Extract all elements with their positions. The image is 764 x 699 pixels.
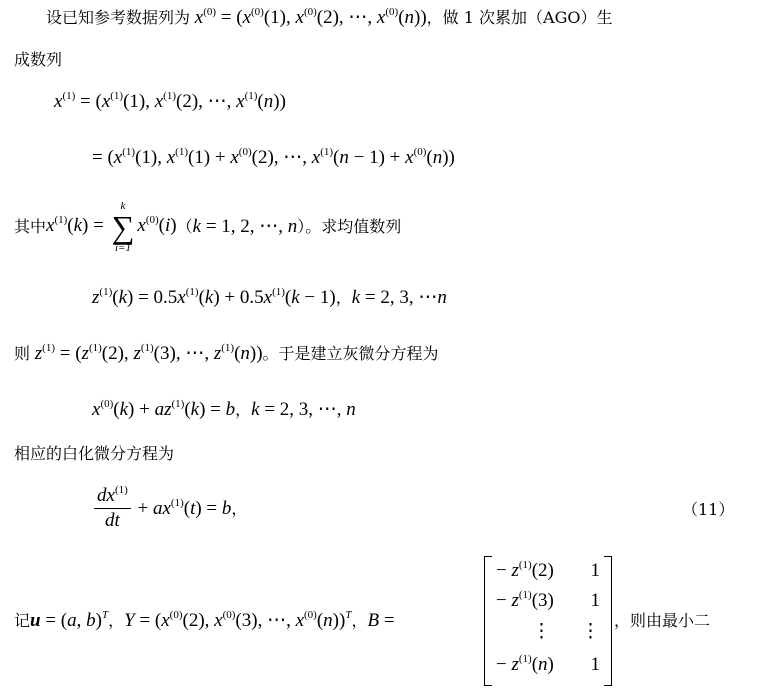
formula-x1-def: $x^{(1)} = (x^{(1)}(1)$, $x^{(1)}(2)$, ⋯, $x^{(1)}(n)$)	[54, 90, 286, 112]
formula-B: B =	[367, 610, 395, 631]
sigma-symbol: k ∑ i=1	[111, 200, 135, 254]
comma: ，	[335, 288, 352, 307]
sep-1: ，	[108, 611, 125, 630]
formula-z-seq: $z^{(1)} = (z^{(1)}(2)$, $z^{(1)}(3)$, ⋯, $z^{(1)}(n)$)	[34, 342, 263, 364]
k-range-close: ）。求均值数列	[297, 217, 402, 236]
ji-text: 记	[14, 611, 31, 630]
formula-k-range: k = 1, 2, ⋯, n	[192, 216, 298, 237]
left-bracket	[484, 556, 492, 686]
equation-number: （11）	[682, 500, 735, 519]
formula-sum: $x^{(1)}(k)$ = k ∑ i=1 $x^{(0)}(i)$	[46, 200, 177, 254]
sep-2: ，	[351, 611, 368, 630]
matrix-B	[484, 556, 612, 686]
para-line-matrix	[14, 611, 395, 631]
grey-eq-intro: 。于是建立灰微分方程为	[262, 344, 439, 363]
para-line-white	[14, 444, 174, 464]
formula-white-eq: $\frac{dx^{(1)}}{dt}$ + $ax^{(1)}(t) = b$，	[92, 486, 247, 542]
matrix-row: − $z^{(1)}(n)$ 1	[496, 653, 600, 675]
para-line-sum	[14, 200, 401, 260]
para-line-z-seq	[14, 344, 439, 364]
ago-continue-text: 成数列	[14, 50, 63, 69]
formula-z-def: $z^{(1)}(k) = 0.5x^{(1)}(k) + 0.5x^{(1)}(k - 1)$，k = 2, 3, ⋯n	[92, 286, 447, 308]
white-eq-heading: 相应的白化微分方程为	[14, 444, 175, 463]
formula-Y: $Y = (x^{(0)}(2)$, $x^{(0)}(3)$, ⋯, $x^{(0)}(n))^T$	[124, 609, 352, 631]
formula-u: u = (a, b)$^T$	[30, 609, 109, 631]
ze-text: 则	[14, 344, 31, 363]
right-bracket	[604, 556, 612, 686]
intro-text: 设已知参考数据列为	[46, 8, 191, 27]
formula-x0: $x^{(0)} = (x^{(0)}(1)$, $x^{(0)}(2)$, ⋯, $x^{(0)}(n)$)	[194, 6, 427, 28]
comma: ，	[231, 498, 248, 518]
matrix-row: − $z^{(1)}(3)$ 1	[496, 589, 600, 611]
qizhong-text: 其中	[14, 217, 47, 236]
comma: ，	[235, 400, 252, 419]
k-range-open: （	[176, 217, 193, 236]
matrix-row: ⋮ ⋮	[532, 621, 600, 642]
matrix-row: − $z^{(1)}(2)$ 1	[496, 559, 600, 581]
ago-text: ，做 1 次累加（AGO）生	[426, 8, 613, 27]
least-squares-text: ，则由最小二	[614, 611, 711, 630]
fraction-dx-dt: $\frac{dx^{(1)}}{dt}$	[94, 486, 131, 531]
formula-x1-expanded: = ($x^{(1)}(1)$, $x^{(1)}(1) + x^{(0)}(2)$, ⋯, $x^{(1)}(n - 1) + x^{(0)}(n)$)	[92, 146, 455, 168]
para-line-2	[14, 50, 62, 70]
formula-grey-eq: $x^{(0)}(k) + az^{(1)}(k) = b$，k = 2, 3, ⋯, n	[92, 398, 356, 420]
para-line-1	[46, 8, 612, 28]
